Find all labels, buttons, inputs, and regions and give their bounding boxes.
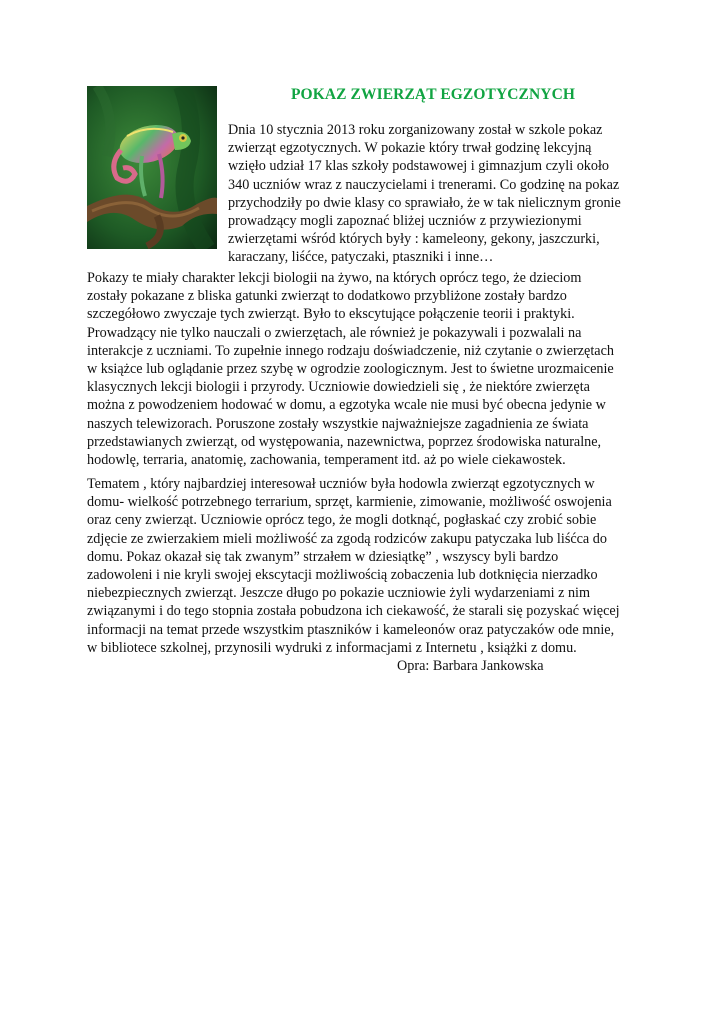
intro-line: 340 uczniów wraz z nauczycielami i trenerami. Co godzinę na pokaz bbox=[228, 176, 620, 193]
intro-line: prowadzący mogli zapoznać bliżej uczniów z przywiezionymi bbox=[228, 213, 582, 230]
paragraph-line: zdjęcie ze zwierzakiem mieli możliwość za zgodą rodziców zakupu patyczaka lub liśćca do bbox=[87, 530, 607, 547]
paragraph-line: naszych telewizorach. Poruszone zostały wszystkie najważniejsze zagadnienia ze świata bbox=[87, 415, 589, 432]
paragraph-line: niebezpiecznych zwierząt. Jeszcze długo po pokazie uczniowie żyli wydarzeniami z nim bbox=[87, 585, 591, 602]
paragraph-line: przedstawianych zwierząt, od występowania, nazewnictwa, poprzez środowiska naturalne, bbox=[87, 433, 602, 450]
paragraph-line: domu. Pokaz okazał się tak zwanym” strzałem w dziesiątkę” , wszyscy byli bardzo bbox=[87, 548, 559, 565]
paragraph-line: oraz ceny zwierząt. Uczniowie oprócz tego, że mogli dotknąć, pogłaskać czy zrobić sobie bbox=[87, 512, 597, 529]
chameleon-photo bbox=[87, 86, 217, 249]
intro-line: zwierząt egzotycznych. W pokazie który trwał godzinę lekcyjną bbox=[228, 140, 592, 157]
intro-line: wzięło udział 17 klas szkoły podstawowej i gimnazjum czyli około bbox=[228, 158, 610, 175]
paragraph-line: można z powodzeniem hodować w domu, a egzotyka wcale nie musi być obecna jedynie w bbox=[87, 397, 606, 414]
intro-line: przychodziły po dwie klasy co sprawiało, że w tak nielicznym gronie bbox=[228, 194, 621, 211]
paragraph-line: domu- wielkość potrzebnego terrarium, sprzęt, karmienie, zimowanie, możliwość oswojenia bbox=[87, 494, 612, 511]
paragraph-line: informacji na temat przede wszystkim ptaszników i kameleonów oraz patyczaków ode mnie, bbox=[87, 621, 615, 638]
paragraph-line: w bibliotece szkolnej, przynosili wydruki z informacjami z Internetu , książki z domu. bbox=[87, 639, 577, 656]
paragraph-line: zostały pokazane z bliska gatunki zwierząt to dodatkowo przybliżone zostały bardzo bbox=[87, 288, 567, 305]
paragraph-line: hodowlę, terraria, anatomię, zachowania, temperament itd. aż po wiele ciekawostek. bbox=[87, 452, 566, 469]
paragraph-line: związanymi i do tego stopnia została pobudzona ich ciekawość, że starali się pozyskać więcej bbox=[87, 603, 620, 620]
page-title: POKAZ ZWIERZĄT EGZOTYCZNYCH bbox=[290, 86, 576, 103]
intro-line: karaczany, liśćce, patyczaki, ptaszniki i inne… bbox=[228, 249, 494, 266]
paragraph-line: w książce lub oglądanie przez szybę w ogrodzie zoologicznym. Jest to świetne urozmaicenie bbox=[87, 361, 614, 378]
paragraph-line: zadowoleni i nie kryli swojej ekscytacji możliwością zobaczenia lub dotknięcia nierzadko bbox=[87, 567, 598, 584]
paragraph-line: interakcje z uczniami. To zupełnie innego rodzaju doświadczenie, niż czytanie o zwierzętach bbox=[87, 342, 614, 359]
paragraph-line: Prowadzący nie tylko nauczali o zwierzętach, ale również je pokazywali i pozwalali na bbox=[87, 324, 582, 341]
author-signature: Opra: Barbara Jankowska bbox=[397, 658, 544, 674]
intro-paragraph bbox=[228, 121, 620, 267]
paragraph-line: Pokazy te miały charakter lekcji biologii na żywo, na których oprócz tego, że dzieciom bbox=[87, 270, 582, 286]
paragraph-line: Tematem , który najbardziej interesował uczniów była hodowla zwierząt egzotycznych w bbox=[87, 476, 595, 492]
paragraph-line: klasycznych lekcji biologii i przyrody. Uczniowie dowiedzieli się , że niektóre zwierzęta bbox=[87, 379, 590, 396]
intro-line: Dnia 10 stycznia 2013 roku zorganizowany został w szkole pokaz bbox=[228, 122, 603, 138]
paragraph-line: szczegółowo zwyczaje tych zwierząt. Było to ekscytujące połączenie teorii i praktyki. bbox=[87, 306, 575, 323]
body-paragraph-1 bbox=[87, 269, 647, 469]
body-paragraph-2 bbox=[87, 475, 647, 657]
intro-line: zwierzętami wśród których były : kameleony, gekony, jaszczurki, bbox=[228, 231, 600, 248]
